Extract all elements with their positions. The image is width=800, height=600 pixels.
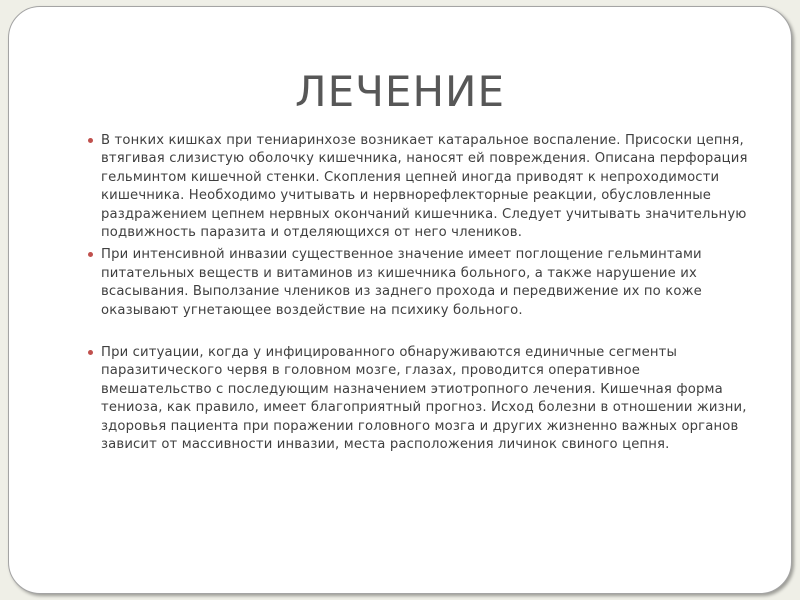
slide-title: ЛЕЧЕНИЕ [295, 67, 505, 116]
bullet-text: В тонких кишках при тениаринхозе возникает катаральное воспаление. Присоски цепня, втягивая слизистую оболочку кишечника, наносят ей повреждения. Описана перфорация гельминтом кишечной стенки. Скопления цепней иногда приводят к непроходимости кишечника. Необходимо учитывать и нервнорефлекторные реакции, обусловленные раздражением цепнем нервных окончаний кишечника. Следует учитывать значительную подвижность паразита и отделяющихся от него члеников. [101, 133, 748, 241]
bullet-dot-icon [88, 138, 93, 143]
bullet-item [88, 132, 748, 242]
bullet-text: При ситуации, когда у инфицированного обнаруживаются единичные сегменты паразитического червя в головном мозге, глазах, проводится оперативное вмешательство с последующим назначением этиотропного лечения. Кишечная форма тениоза, как правило, имеет благоприятный прогноз. Исход болезни в отношении жизни, здоровья пациента при поражении головного мозга и других жизненно важных органов зависит от массивности инвазии, места расположения личинок свиного цепня. [101, 345, 747, 453]
bullet-dot-icon [88, 252, 93, 257]
bullet-item [88, 246, 748, 320]
bullet-dot-icon [88, 350, 93, 355]
bullet-item [88, 344, 748, 454]
bullet-list [88, 132, 748, 455]
bullet-text: При интенсивной инвазии существенное значение имеет поглощение гельминтами питательных веществ и витаминов из кишечника больного, а также нарушение их всасывания. Выползание члеников из заднего прохода и передвижение их по коже оказывают угнетающее воздействие на психику больного. [101, 247, 702, 318]
